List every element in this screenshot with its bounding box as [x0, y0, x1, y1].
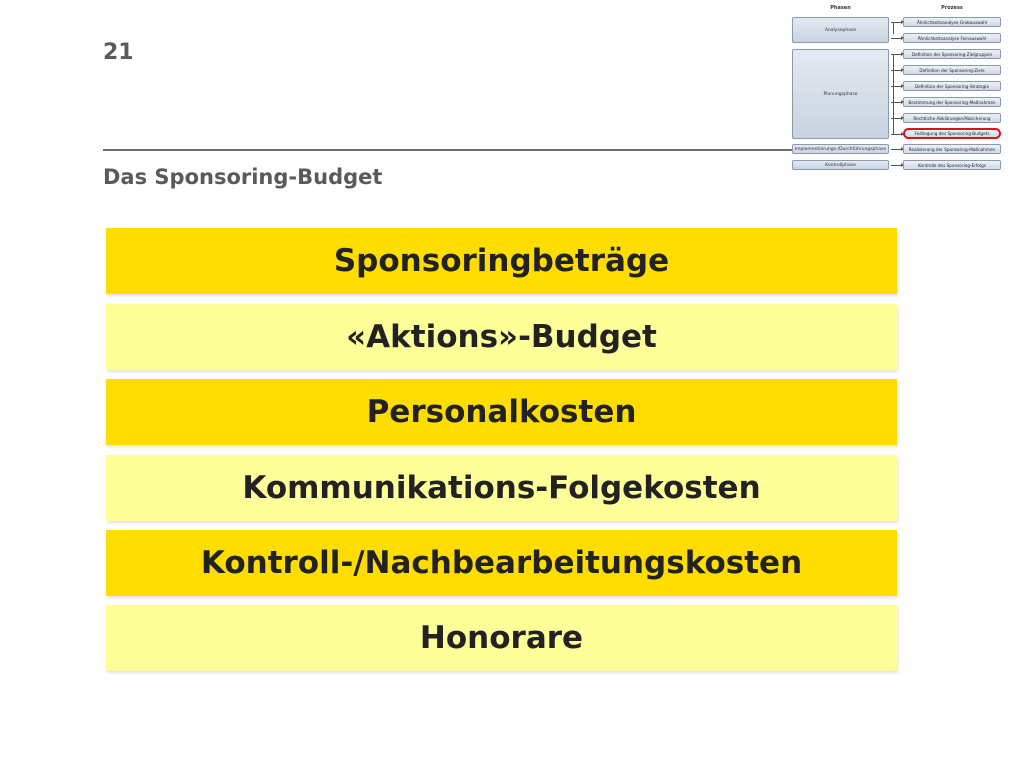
diagram-arrow	[891, 149, 903, 150]
budget-item-kontroll-nachbearbeitungskosten: Kontroll-/Nachbearbeitungskosten	[106, 530, 897, 596]
slide-title: Das Sponsoring-Budget	[103, 165, 383, 189]
budget-item-honorare: Honorare	[106, 605, 897, 671]
process-step-highlighted: Festlegung des Sponsoring-Budgets	[903, 128, 1001, 139]
diagram-arrow	[891, 54, 903, 55]
phase-planung: Planungsphase	[792, 49, 889, 139]
process-step: Kontrolle des Sponsoring-Erfolgs	[903, 160, 1001, 170]
phase-implementierung: Implementierungs-/Durchführungsphase	[792, 144, 889, 154]
process-step: Realisierung der Sponsoring-Maßnahmen	[903, 144, 1001, 154]
diagram-arrow	[891, 118, 903, 119]
title-divider	[103, 149, 793, 151]
diagram-connector	[893, 54, 894, 135]
process-step: Rechtliche Abklärungen/Absicherung	[903, 113, 1001, 123]
budget-item-personalkosten: Personalkosten	[106, 379, 897, 445]
process-step: Definition der Sponsoring-Ziele	[903, 65, 1001, 75]
budget-item-aktions-budget: «Aktions»-Budget	[106, 304, 897, 370]
process-step: Bestimmung der Sponsoring-Maßnahmen	[903, 97, 1001, 107]
phase-analyse: Analysephase	[792, 17, 889, 43]
budget-item-kommunikations-folgekosten: Kommunikations-Folgekosten	[106, 455, 897, 521]
diagram-arrow	[891, 70, 903, 71]
budget-item-sponsoringbetraege: Sponsoringbeträge	[106, 228, 897, 294]
diagram-arrow	[891, 165, 903, 166]
diagram-arrow	[891, 86, 903, 87]
phase-kontrolle: Kontrollphase	[792, 160, 889, 170]
diagram-header-phases: Phasen	[830, 5, 851, 11]
process-step: Definition der Sponsoring-Zielgruppen	[903, 49, 1001, 59]
diagram-arrow	[891, 134, 903, 135]
diagram-header-process: Prozess	[941, 5, 963, 11]
diagram-arrow	[891, 22, 903, 23]
process-diagram	[790, 3, 1005, 173]
process-step: Ähnlichkeitsanalyse Feinauswahl	[903, 33, 1001, 43]
slide-number: 21	[103, 40, 134, 65]
diagram-arrow	[891, 102, 903, 103]
diagram-arrow	[891, 38, 903, 39]
process-step: Ähnlichkeitsanalyse Grobauswahl	[903, 17, 1001, 27]
process-step: Definition der Sponsoring-Strategie	[903, 81, 1001, 91]
diagram-connector	[893, 22, 894, 34]
